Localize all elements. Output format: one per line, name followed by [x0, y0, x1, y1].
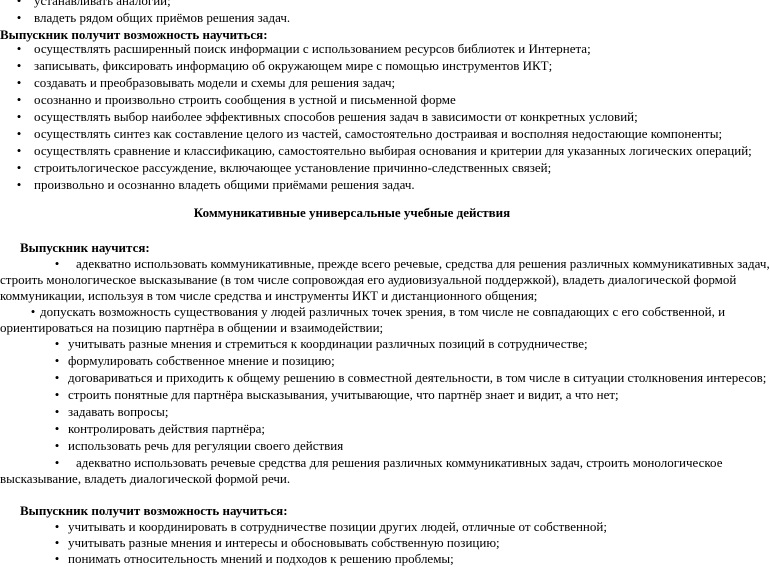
bullet-icon: •	[16, 92, 22, 107]
list-item: строитьлогическое рассуждение, включающее установление причинно-следственных связей;	[34, 160, 552, 175]
bullet-icon: •	[54, 353, 60, 368]
list-item: формулировать собственное мнение и позицию;	[68, 353, 335, 368]
bullet-icon: •	[16, 109, 22, 124]
list-item: допускать возможность существования у людей различных точек зрения, в том числе не совпадающих с его собственной, и	[40, 304, 726, 319]
bullet-icon: •	[54, 455, 60, 470]
list-item: осуществлять сравнение и классификацию, самостоятельно выбирая основания и критерии для указанных логических операций;	[34, 143, 752, 158]
bullet-icon: •	[54, 387, 60, 402]
bullet-icon: •	[30, 304, 36, 319]
bullet-icon: •	[54, 535, 60, 550]
bullet-icon: •	[16, 75, 22, 90]
list-item-continuation: строить монологическое высказывание (в том числе сопровождая его аудиовизуальной поддержкой), владеть диалогической формой	[0, 272, 737, 287]
list-item: задавать вопросы;	[68, 404, 169, 419]
bullet-icon: •	[16, 0, 22, 8]
bullet-icon: •	[16, 160, 22, 175]
list-item: учитывать и координировать в сотрудничестве позиции других людей, отличные от собственной;	[68, 519, 607, 534]
list-item-continuation: ориентироваться на позицию партнёра в общении и взаимодействии;	[0, 320, 384, 335]
list-item: владеть рядом общих приёмов решения задач.	[34, 10, 291, 25]
bullet-icon: •	[54, 404, 60, 419]
list-item: создавать и преобразовывать модели и схемы для решения задач;	[34, 75, 396, 90]
bullet-icon: •	[54, 256, 60, 271]
bullet-icon: •	[16, 41, 22, 56]
section-heading: Выпускник научится:	[20, 240, 150, 255]
list-item: адекватно использовать коммуникативные, прежде всего речевые, средства для решения различных коммуникативных задач,	[76, 256, 770, 271]
list-item: использовать речь для регуляции своего действия	[68, 438, 344, 453]
list-item: осознанно и произвольно строить сообщения в устной и письменной форме	[34, 92, 456, 107]
list-item: договариваться и приходить к общему решению в совместной деятельности, в том числе в ситуации столкновения интересов;	[68, 370, 767, 385]
list-item: учитывать разные мнения и стремиться к координации различных позиций в сотрудничестве;	[68, 336, 588, 351]
bullet-icon: •	[54, 421, 60, 436]
list-item: осуществлять расширенный поиск информации с использованием ресурсов библиотек и Интернета;	[34, 41, 591, 56]
bullet-icon: •	[54, 551, 60, 566]
bullet-icon: •	[16, 126, 22, 141]
list-item: осуществлять синтез как составление целого из частей, самостоятельно достраивая и восполняя недостающие компоненты;	[34, 126, 723, 141]
section-title: Коммуникативные универсальные учебные действия	[193, 205, 511, 220]
list-item: понимать относительность мнений и подходов к решению проблемы;	[68, 551, 454, 566]
bullet-icon: •	[16, 143, 22, 158]
list-item: произвольно и осознанно владеть общими приёмами решения задач.	[34, 177, 415, 192]
bullet-icon: •	[16, 10, 22, 25]
list-item: устанавливать аналогии;	[34, 0, 171, 8]
list-item: осуществлять выбор наиболее эффективных способов решения задач в зависимости от конкретных условий;	[34, 109, 638, 124]
bullet-icon: •	[54, 519, 60, 534]
list-item: адекватно использовать речевые средства для решения различных коммуникативных задач, строить монологическое	[76, 455, 723, 470]
list-item-continuation: коммуникации, используя в том числе средства и инструменты ИКТ и дистанционного общения;	[0, 288, 538, 303]
section-heading: Выпускник получит возможность научиться:	[0, 27, 268, 42]
list-item: записывать, фиксировать информацию об окружающем мире с помощью инструментов ИКТ;	[34, 58, 553, 73]
bullet-icon: •	[54, 370, 60, 385]
bullet-icon: •	[16, 58, 22, 73]
bullet-icon: •	[54, 336, 60, 351]
overflow-region	[0, 455, 723, 566]
bullet-icon: •	[54, 438, 60, 453]
section-heading: Выпускник получит возможность научиться:	[20, 503, 288, 518]
bullet-icon: •	[16, 177, 22, 192]
list-item-continuation: высказывание, владеть диалогической формой речи.	[0, 471, 291, 486]
list-item: строить понятные для партнёра высказывания, учитывающие, что партнёр знает и видит, а что нет;	[68, 387, 619, 402]
list-item: контролировать действия партнёра;	[68, 421, 265, 436]
list-item: учитывать разные мнения и интересы и обосновывать собственную позицию;	[68, 535, 500, 550]
